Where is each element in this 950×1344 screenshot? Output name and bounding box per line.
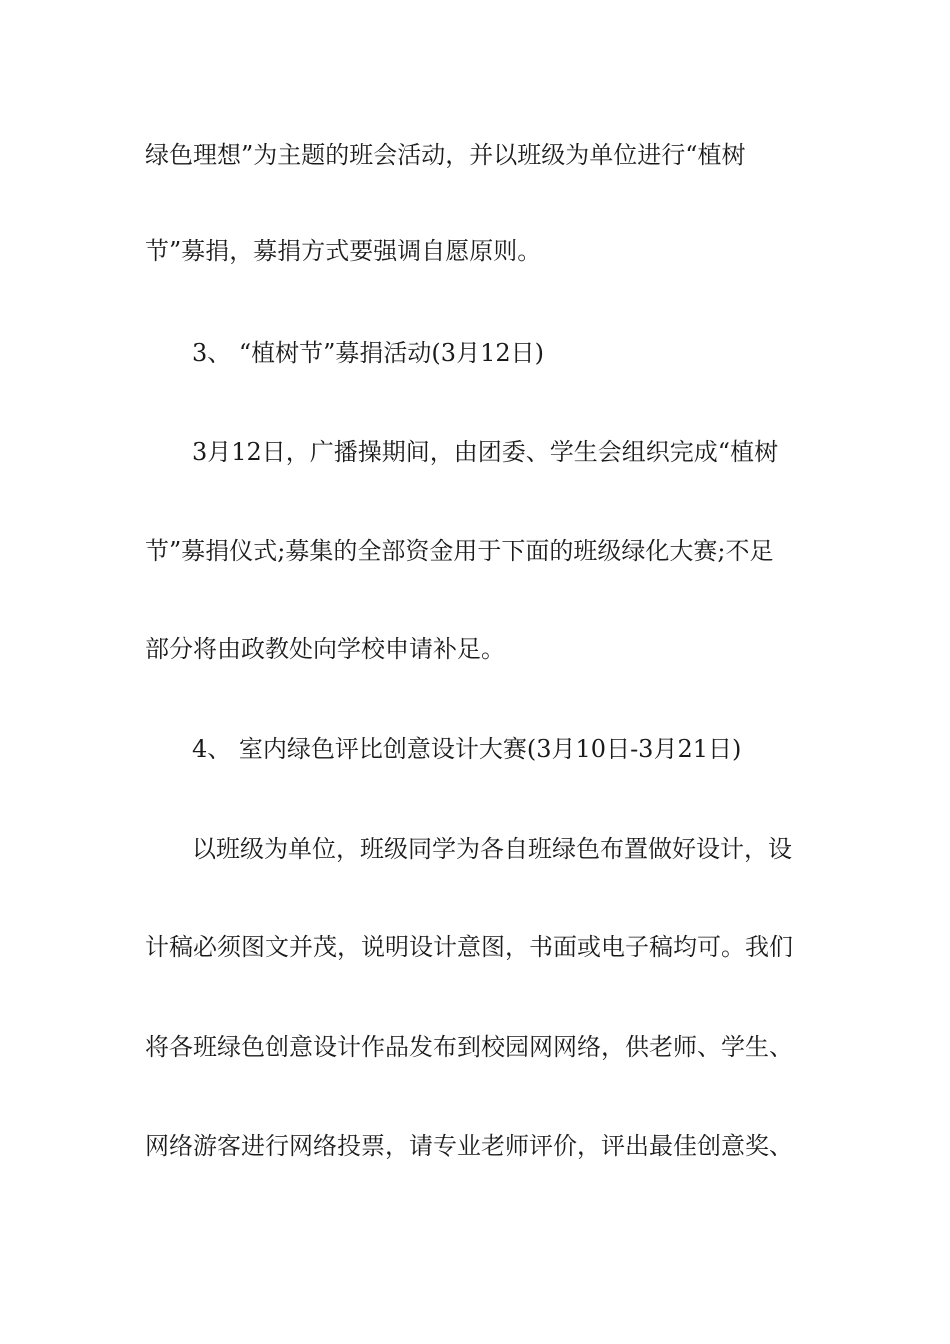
- paragraph-line: 计稿必须图文并茂，说明设计意图，书面或电子稿均可。我们: [145, 933, 793, 961]
- paragraph-line: 将各班绿色创意设计作品发布到校园网网络，供老师、学生、: [145, 1033, 793, 1061]
- paragraph-line: 部分将由政教处向学校申请补足。: [145, 635, 505, 663]
- paragraph-line: 3月12日，广播操期间，由团委、学生会组织完成“植树: [192, 438, 779, 466]
- paragraph-line: 节”募捐仪式;募集的全部资金用于下面的班级绿化大赛;不足: [145, 537, 774, 565]
- paragraph-line: 网络游客进行网络投票，请专业老师评价，评出最佳创意奖、: [145, 1132, 793, 1160]
- paragraph-line: 以班级为单位，班级同学为各自班绿色布置做好设计，设: [192, 835, 792, 863]
- paragraph-line: 绿色理想”为主题的班会活动，并以班级为单位进行“植树: [145, 141, 746, 169]
- section-heading-3: 3、 “植树节”募捐活动(3月12日): [192, 339, 544, 367]
- section-heading-4: 4、 室内绿色评比创意设计大赛(3月10日-3月21日): [192, 735, 742, 763]
- paragraph-line: 节”募捐，募捐方式要强调自愿原则。: [145, 237, 542, 265]
